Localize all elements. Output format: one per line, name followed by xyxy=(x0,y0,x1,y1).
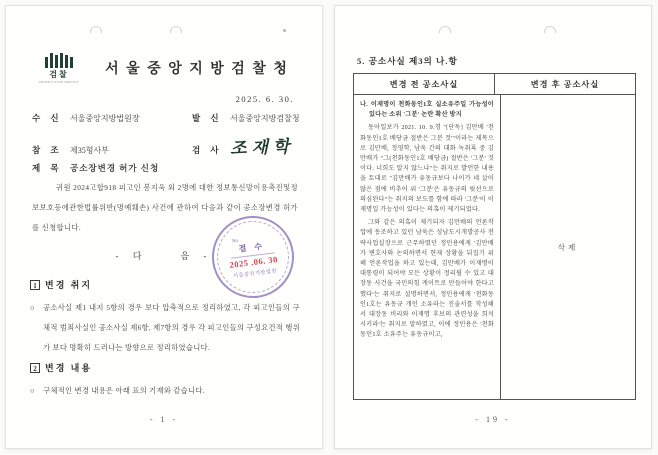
field-row xyxy=(32,162,308,174)
sender-value: 서울중앙지방검찰청 xyxy=(230,114,300,123)
section2-body xyxy=(30,381,300,401)
sender-label: 발 신 xyxy=(192,113,223,123)
letter-page xyxy=(5,5,323,449)
section2-number-box: 2 xyxy=(30,363,40,373)
subject-label: 제 목 xyxy=(32,163,63,173)
prosecutor-signature: 조재학 xyxy=(229,136,295,160)
column-before-header: 변경 전 공소사실 xyxy=(389,79,459,89)
logo-korean-text: 검찰 xyxy=(49,70,69,79)
bullet-icon: ○ xyxy=(30,386,35,395)
reference-value: 제35형사부 xyxy=(70,146,109,155)
stamp-no-label: No. xyxy=(231,238,240,245)
punch-hole-icon xyxy=(170,26,182,33)
section2-text: 구체적인 변경 내용은 아래 표의 기재와 같습니다. xyxy=(43,386,205,395)
document-date: 2025. 6. 30. xyxy=(235,94,294,104)
ink-speck xyxy=(283,29,286,32)
section1-title: 변경 취지 xyxy=(45,280,93,290)
amendment-table xyxy=(353,73,636,400)
logo-english-text: PROSECUTION SERVICE xyxy=(39,80,79,84)
after-cell: 삭제 xyxy=(500,95,635,399)
section1-text: 공소사실 제1 내지 5항의 경우 보다 압축적으로 정리하였고, 각 피고인들의 구체적 범죄사실인 공소사실 제6항, 제7항의 경우 각 피고인들의 구성요건적 행위가 보다 명확히 드러나는 방향으로 정리하였습니다. xyxy=(43,303,300,352)
punch-hole-icon xyxy=(90,26,102,33)
section2-heading xyxy=(30,361,92,374)
section1-number-box: 1 xyxy=(30,280,40,290)
column-after-header: 변경 후 공소사실 xyxy=(494,74,635,94)
recipient-value: 서울중앙지방법원장 xyxy=(70,114,140,123)
field-row xyxy=(32,133,308,158)
request-paragraph: 귀원 2024고합918 피고인 봉지욱 외 2명에 대한 정보통신망이용촉진및정보보호등에관한법률위반(명예훼손) 사건에 관하여 다음과 같이 공소장변경 허가를 신청합니다. xyxy=(32,183,298,232)
punch-hole-icon xyxy=(439,26,451,33)
stamp-org: 서울중앙지방법원 xyxy=(232,267,278,280)
section1-heading xyxy=(30,278,92,291)
before-cell-para1: 동아일보가 2021. 10. 9.경 "[단독] 김만배 '천화동인1호 배당금 절반은 그분 것'"이라는 제목으로 김만배, 정영학, 남욱 간의 대화 녹취록 중 김만배가 "그(천화동인1호 배당금) 절반은 '그분' 것이다. 너희도 알지 않느냐"는 취지로 발언한 내용을 토대로 "김만배가 유동규보다 나이가 네 살이 많은 점에 비추어 위 '그분'은 유동규의 윗선으로 의심된다"는 취지의 보도를 함에 따라 '그분'이 이재명일 가능성이 있다는 의혹이 제기되었다. xyxy=(360,124,494,214)
page-number: - 19 - xyxy=(475,415,511,424)
punch-hole-icon xyxy=(544,26,556,33)
table-header-row xyxy=(354,74,635,95)
page-number: - 1 - xyxy=(149,415,179,424)
section1-body xyxy=(30,298,300,358)
table-body-row xyxy=(354,95,635,399)
prosecutor-label: 검 사 xyxy=(192,145,223,155)
recipient-label: 수 신 xyxy=(32,113,63,123)
stamp-title: 접 수 xyxy=(238,241,266,254)
bullet-icon: ○ xyxy=(30,303,35,312)
stamp-date: 2025 .06. 30 xyxy=(228,254,279,271)
before-cell xyxy=(354,95,500,399)
field-row xyxy=(32,112,308,124)
table-page xyxy=(334,5,652,449)
stamp-divider xyxy=(231,252,275,258)
subject-value: 공소장변경 허가 신청 xyxy=(70,163,160,173)
office-title: 서 울 중 앙 지 방 검 찰 청 xyxy=(105,62,289,77)
before-cell-heading: 나. 이재명이 천화동인1호 실소유주일 가능성이 있다는 소위 '그분' 논란 확산 방지 xyxy=(360,101,494,119)
reference-label: 참 조 xyxy=(32,145,63,155)
section2-title: 변경 내용 xyxy=(45,363,93,373)
letter-fields xyxy=(32,112,308,183)
daum-separator: - 다 음 - xyxy=(115,251,213,261)
before-cell-para2: 그와 같은 의혹이 제기되자 김만배의 언론작업에 동조하고 있던 남욱은 성남도시개발공사 전략사업실장으로 근무하였던 정민용에게 '김만배가 변호사와 논의하면서 현재 상황을 뒤집기 위해 언론작업을 하고 있는데, 김만배가 이재명이 대통령이 되어야 모든 상황이 정리될 수 있고 대장동 사건을 국민의힘 게이트로 만들어야 한다고 했다'는 취지로 설명하면서, 정민용에게 '천화동인1호는 유동규 개인 소유라는 진술서를 작성해서 대장동 비리와 이재명 후보의 관련성을 희석시키라'는 취지로 말하였고, 이에 정민용은 '천화동인1호 소유주는 유동규이고, xyxy=(360,219,494,339)
item-heading: 5. 공소사실 제3의 나.항 xyxy=(357,56,458,66)
